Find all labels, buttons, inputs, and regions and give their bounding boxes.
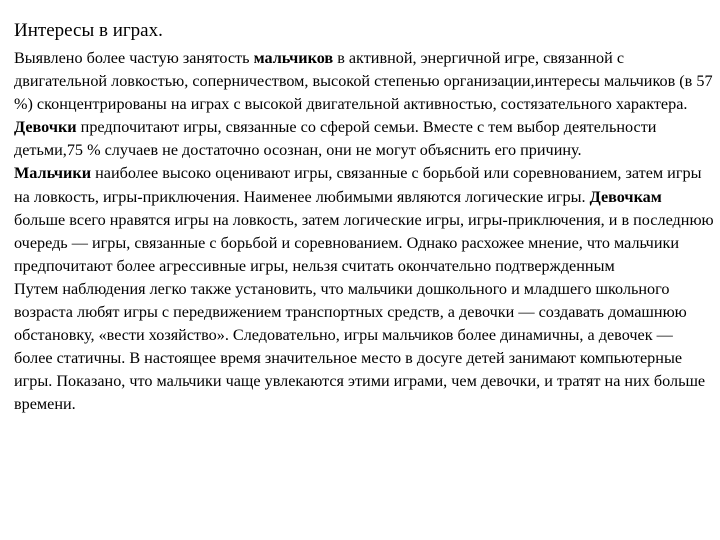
p2-text-a: наиболее высоко оценивают игры, связанные с борьбой или соревнованием, затем игры на ловкость, игры-приключения. Наименее любимыми являются логические игры. bbox=[14, 164, 702, 206]
p2-bold-girls: Девочкам bbox=[589, 187, 662, 206]
p1-text-c: в активной, энергичной игре, связанной с двигательной ловкостью, соперничеством, высокой степенью организации,интересы мальчиков (в 57 %) сконцентрированы на играх с высокой двигательной активностью, состязательного характера. bbox=[14, 49, 713, 114]
p1-text-d: предпочитают игры, связанные со сферой семьи. Вместе с тем выбор деятельности детьми,75 % случаев не достаточно осознан, они не могут объяснить его причину. bbox=[14, 118, 657, 160]
paragraph-3: Путем наблюдения легко также установить, что мальчики дошкольного и младшего школьного возраста любят игры с передвижением транспортных средств, а девочки — создавать домашнюю обстановку, «вести хозяйство». Следовательно, игры мальчиков более динамичны, а девочек — более статичны. В настоящее время значительное место в досуге детей занимают компьютерные игры. Показано, что мальчики чаще увлекаются этими играми, чем девочки, и тратят на них больше времени. bbox=[14, 279, 706, 414]
p2-bold-boys: Мальчики bbox=[14, 164, 92, 183]
p2-text-c: больше всего нравятся игры на ловкость, затем логические игры, игры-приключения, и в последнюю очередь — игры, связанные с борьбой и соревнованием. Однако расхожее мнение, что мальчики предпочитают более агрессивные игры, нельзя считать окончательно подтвержденным bbox=[14, 210, 714, 275]
p1-bold-boys: мальчиков bbox=[253, 49, 334, 67]
paragraph-1 bbox=[14, 47, 714, 162]
paragraph-2 bbox=[14, 162, 714, 277]
slide-body bbox=[14, 47, 714, 417]
p1-text-a: Выявлено более частую занятость bbox=[14, 49, 254, 67]
p1-bold-girls: Девочки bbox=[14, 118, 77, 137]
slide-title: Интересы в играх. bbox=[14, 20, 163, 41]
